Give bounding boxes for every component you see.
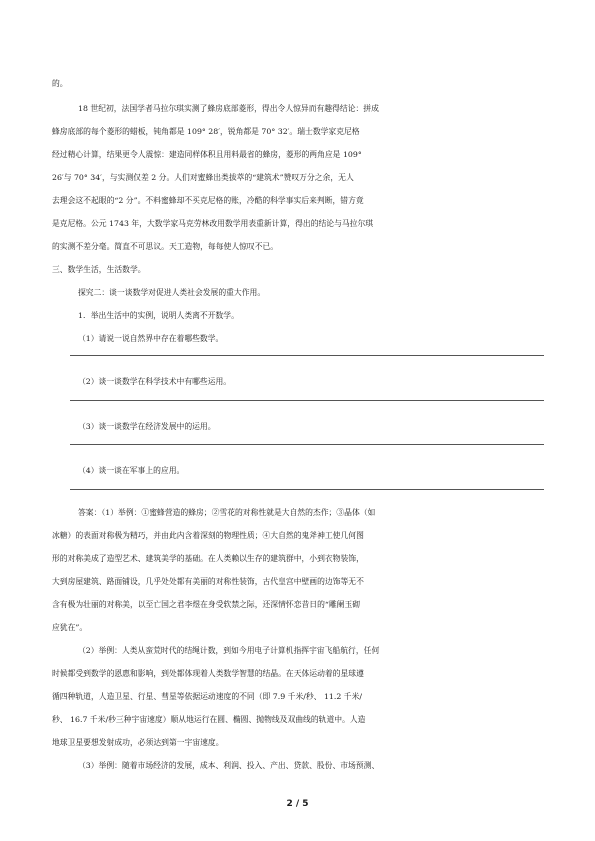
answer-blank-line (70, 400, 544, 401)
answer-blank-line (70, 489, 544, 490)
answer-line: 时候都受到数学的恩惠和影响，到处都体现着人类数学智慧的结晶。在天体运动着的星球遵 (52, 669, 364, 678)
answer-line: 循四种轨道，人造卫星、行星、彗星等依据运动速度的不同（即 7.9 千米/秒、 11.2 千米/ (52, 692, 363, 701)
answer-line: （2）举例：人类从蛮荒时代的结绳计数，到如今用电子计算机指挥宇宙飞船航行，任何 (78, 646, 380, 655)
honeycomb-paragraph-line: 蜂房底部的每个菱形的蜡板，钝角都是 109° 28′，锐角都是 70° 32′。瑞士数学家克尼格 (52, 127, 360, 136)
answer-line: （3）举例：随着市场经济的发展，成本、利润、投入、产出、贷款、股份、市场预测、 (78, 761, 380, 770)
sub-question-1: （1）请说一说自然界中存在着哪些数学。 (78, 334, 224, 343)
answer-blank-line (70, 355, 544, 356)
honeycomb-paragraph-line: 经过精心计算，结果更令人震惊：建造同样体积且用料最省的蜂房，菱形的两角应是 109° (52, 150, 362, 159)
sub-question-4: （4）谈一谈在军事上的应用。 (78, 466, 185, 475)
answer-line: 答案：（1）举例：①蜜蜂营造的蜂房；②雪花的对称性就是大自然的杰作；③晶体（如 (78, 508, 376, 517)
page-number: 2 / 5 (286, 799, 309, 809)
exploration-prompt: 探究二：谈一谈数学对促进人类社会发展的重大作用。 (78, 288, 266, 297)
paragraph-continuation: 的。 (52, 79, 68, 88)
sub-question-2: （2）谈一谈数学在科学技术中有哪些运用。 (78, 377, 232, 386)
honeycomb-paragraph-line: 26′与 70° 34′，与实测仅差 2 分。人们对蜜蜂出类拔萃的“建筑术”赞叹万分之余，无人 (52, 173, 354, 182)
sub-question-3: （3）谈一谈数学在经济发展中的运用。 (78, 422, 216, 431)
answer-line: 含有极为壮丽的对称美，以至亡国之君李煜在身受软禁之际，还深情怀恋昔日的“雕阑玉砌 (52, 600, 361, 609)
honeycomb-paragraph-line: 的实测不差分毫。简直不可思议。天工造物，每每使人惊叹不已。 (52, 242, 279, 251)
answer-line: 大到房屋建筑、路面铺设，几乎处处都有美丽的对称性装饰，古代皇宫中壁画的边饰等无不 (52, 577, 364, 586)
question-1: 1．举出生活中的实例，说明人类离不开数学。 (78, 311, 239, 320)
honeycomb-paragraph-line: 去理会这不起眼的“2 分”。不料蜜蜂却不买克尼格的账，冷酷的科学事实后来判断，错方竟 (52, 196, 364, 205)
answer-line: 冰糖）的表面对称极为精巧，并由此内含着深刻的物理性质；④大自然的鬼斧神工使几何图 (52, 531, 364, 540)
answer-line: 地球卫星要想发射成功，必须达到第一宇宙速度。 (52, 738, 224, 747)
answer-line: 形的对称美成了造型艺术、建筑美学的基础。在人类赖以生存的建筑群中，小到衣物装饰， (52, 554, 364, 563)
honeycomb-paragraph-line: 是克尼格。公元 1743 年，大数学家马克劳林改用数学用表重新计算，得出的结论与马拉尔琪 (52, 219, 374, 228)
section-heading: 三、数学生活，生活数学。 (52, 265, 146, 274)
answer-line: 应犹在”。 (52, 623, 88, 632)
answer-line: 秒、 16.7 千米/秒三种宇宙速度）顺从地运行在圆、椭圆、抛物线及双曲线的轨道中。人造 (52, 715, 366, 724)
answer-blank-line (70, 444, 544, 445)
honeycomb-paragraph-line: 18 世纪初，法国学者马拉尔琪实测了蜂房底部菱形，得出令人惊异而有趣得结论：拼成 (78, 104, 379, 113)
